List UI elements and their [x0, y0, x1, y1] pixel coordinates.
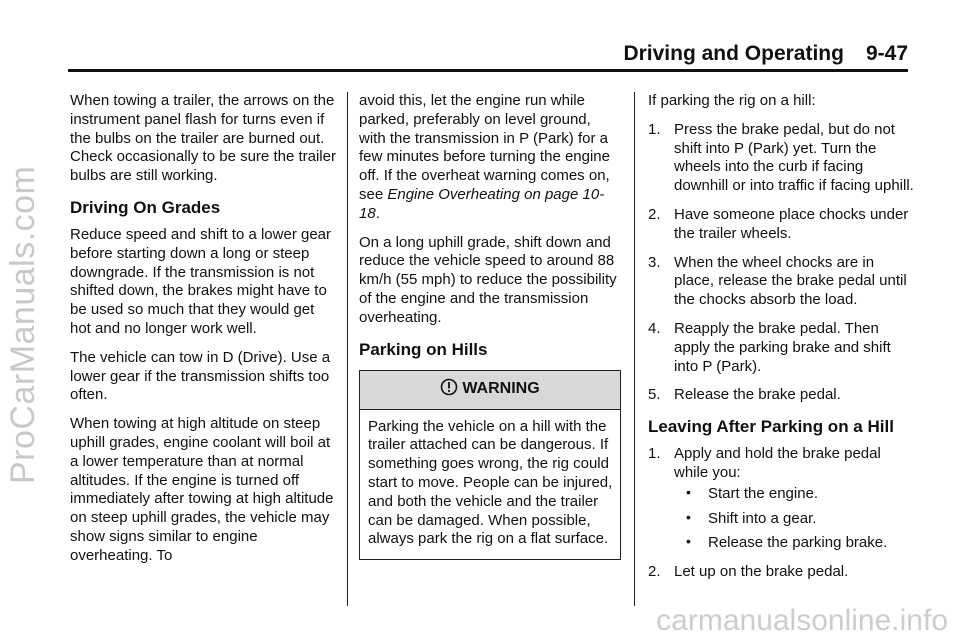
bullet-icon: • [686, 533, 691, 550]
step-number: 1. [648, 120, 661, 138]
list-item [648, 254, 914, 310]
section-title: Driving and Operating [623, 42, 844, 65]
step-text: Have someone place chocks under the trailer wheels. [674, 205, 909, 242]
heading-driving-on-grades: Driving On Grades [70, 197, 221, 217]
list-item [648, 563, 914, 582]
step-text: Reapply the brake pedal. Then apply the parking brake and shift into P (Park). [674, 319, 891, 375]
column-2 [359, 92, 621, 560]
warning-box [359, 370, 621, 561]
step-number: 2. [648, 205, 661, 223]
step-number: 5. [648, 386, 661, 404]
heading-leaving-after-parking: Leaving After Parking on a Hill [648, 417, 894, 437]
list-item [648, 206, 914, 244]
list-item [648, 445, 914, 553]
step-number: 4. [648, 319, 661, 337]
paragraph-avoid-overheat-end: . [375, 204, 380, 222]
bottom-watermark: carmanualsonline.info [656, 604, 948, 637]
bullet-item [674, 534, 914, 553]
paragraph-uphill-grade: On a long uphill grade, shift down and reduce the vehicle speed to around 88 km/h (55 mph) to reduce the possibility of the engine and the transmission overheating. [359, 233, 617, 326]
paragraph-reduce-speed: Reduce speed and shift to a lower gear before starting down a long or steep downgrade. If the transmission is not shifted down, the brakes might have to be used so much that they would get hot and no longer work well. [70, 225, 331, 337]
paragraph-hill-intro: If parking the rig on a hill: [648, 92, 816, 109]
warning-icon [440, 378, 458, 402]
engine-overheating-reference-link[interactable]: Engine Overheating on page 10-18 [359, 185, 605, 222]
bullet-item [674, 510, 914, 529]
step-number: 3. [648, 253, 661, 271]
step-number: 1. [648, 445, 661, 463]
bullet-icon: • [686, 508, 691, 525]
list-item [648, 320, 914, 376]
paragraph-high-altitude: When towing at high altitude on steep uphill grades, engine coolant will boil at a lower temperature than at normal altitudes. If the engine is turned off immediately after towing at high altitude on steep uphill grades, the vehicle may show signs similar to engine overheating. To [70, 415, 334, 564]
paragraph-trailer-arrows: When towing a trailer, the arrows on the instrument panel flash for turns even if the bulbs on the trailer are burned out. Check occasionally to be sure the trailer bulbs are still working. [70, 92, 336, 185]
bullet-list [674, 485, 914, 553]
step-text: Apply and hold the brake pedal while you: [674, 445, 881, 481]
bullet-text: Start the engine. [708, 484, 819, 502]
column-1 [70, 92, 338, 576]
page-header [68, 38, 908, 72]
heading-parking-on-hills: Parking on Hills [359, 339, 488, 359]
list-item [648, 386, 914, 405]
list-item [648, 121, 914, 196]
step-text: When the wheel chocks are in place, release the brake pedal until the chocks absorb the load. [674, 253, 907, 309]
column-3 [648, 92, 914, 592]
column-divider-1 [347, 92, 348, 606]
leaving-steps-list [648, 445, 914, 582]
paragraph-avoid-overheat [359, 92, 621, 224]
paragraph-avoid-overheat-text: avoid this, let the engine run while parked, preferably on level ground, with the transmission in P (Park) for a few minutes before turning the engine off. If the overheat warning comes on, see [359, 92, 610, 203]
page-number: 9-47 [865, 42, 908, 65]
step-text: Let up on the brake pedal. [674, 563, 849, 581]
paragraph-tow-drive: The vehicle can tow in D (Drive). Use a lower gear if the transmission shifts too often. [70, 348, 331, 404]
bullet-text: Shift into a gear. [708, 509, 817, 527]
column-divider-2 [634, 92, 635, 606]
step-number: 2. [648, 563, 661, 581]
bullet-icon: • [686, 483, 691, 500]
parking-steps-list [648, 121, 914, 405]
step-text: Press the brake pedal, but do not shift into P (Park) yet. Turn the wheels into the curb if facing downhill or into traffic if facing uphill. [674, 120, 914, 195]
warning-header [360, 371, 620, 410]
side-watermark: ProCarManuals.com [4, 165, 42, 485]
warning-body: Parking the vehicle on a hill with the trailer attached can be dangerous. If something goes wrong, the rig could start to move. People can be injured, and both the vehicle and the trailer can be damaged. When possible, always park the rig on a flat surface. [368, 417, 613, 548]
warning-title: WARNING [462, 380, 540, 398]
step-text: Release the brake pedal. [674, 386, 841, 404]
bullet-item [674, 485, 914, 504]
bullet-text: Release the parking brake. [708, 534, 888, 552]
